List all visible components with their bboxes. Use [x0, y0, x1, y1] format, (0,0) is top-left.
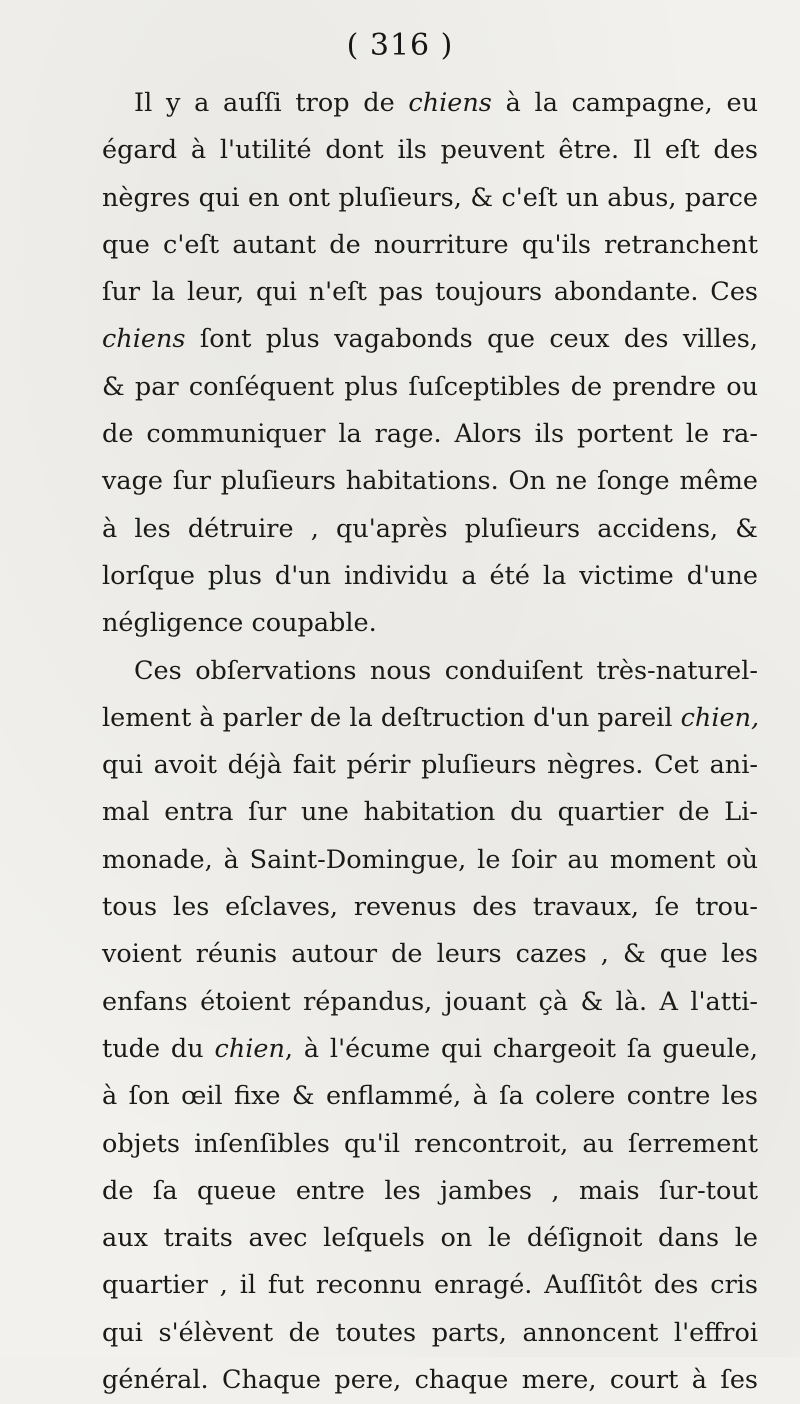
text-line	[102, 1310, 758, 1357]
text-segment: égard à l'utilité dont ils peuvent être. Il eſt des	[102, 135, 758, 166]
italic-word: chiens	[102, 324, 186, 355]
text-segment: , à l'écume qui chargeoit ſa gueule,	[284, 1033, 758, 1064]
text-line	[102, 1026, 758, 1073]
text-line	[102, 411, 758, 458]
text-line	[102, 1073, 758, 1120]
text-line	[102, 175, 758, 222]
text-segment: négligence coupable.	[102, 608, 377, 639]
text-line	[102, 316, 758, 363]
text-segment: quartier , il fut reconnu enragé. Auſſitôt des cris	[102, 1270, 758, 1301]
text-segment: qui avoit déjà fait périr pluſieurs nègres. Cet ani-	[102, 750, 758, 781]
text-segment: Il y a auſſi trop de	[134, 88, 409, 118]
text-line	[102, 80, 758, 127]
text-line	[102, 1215, 758, 1262]
text-segment: ſont plus vagabonds que ceux des villes,	[185, 324, 758, 355]
text-line	[102, 648, 758, 695]
text-line	[102, 884, 758, 931]
text-line	[102, 931, 758, 978]
text-line	[102, 269, 758, 316]
text-line	[102, 600, 758, 647]
text-segment: aux traits avec leſquels on le déſignoit dans le	[102, 1223, 758, 1254]
text-segment: mal entra ſur une habitation du quartier de Li-	[102, 797, 758, 828]
text-line	[102, 837, 758, 884]
text-segment: vage ſur pluſieurs habitations. On ne ſonge même	[102, 466, 758, 497]
text-segment: tude du	[102, 1033, 215, 1064]
body-text	[102, 80, 758, 1404]
italic-word: chiens	[408, 88, 492, 118]
text-segment: & par conſéquent plus ſuſceptibles de prendre ou	[102, 371, 758, 402]
text-segment: ſur la leur, qui n'eſt pas toujours abondante. Ces	[102, 277, 758, 308]
text-segment: à ſon œil fixe & enflammé, à ſa colere contre les	[102, 1081, 758, 1112]
text-segment: nègres qui en ont pluſieurs, & c'eſt un abus, parce	[102, 182, 758, 213]
text-segment: enfans étoient répandus, jouant çà & là. A l'atti-	[102, 986, 758, 1017]
text-line	[102, 127, 758, 174]
text-segment: lement à parler de la deſtruction d'un pareil	[102, 702, 681, 733]
text-segment: tous les eſclaves, revenus des travaux, ſe trou-	[102, 892, 758, 923]
text-line	[102, 506, 758, 553]
text-line	[102, 1121, 758, 1168]
page-number: ( 316 )	[346, 28, 454, 63]
text-segment: à la campagne, eu	[491, 88, 759, 118]
text-line	[102, 789, 758, 836]
text-segment: qui s'élèvent de toutes parts, annoncent l'effroi	[102, 1317, 758, 1348]
text-segment: à les détruire , qu'après pluſieurs accidens, &	[102, 513, 758, 544]
text-segment: objets inſenſibles qu'il rencontroit, au ſerrement	[102, 1128, 758, 1159]
italic-word: chien	[214, 1033, 285, 1064]
italic-word: chien,	[680, 702, 760, 733]
text-segment: voient réunis autour de leurs cazes , & que les	[102, 939, 758, 970]
text-segment: monade, à Saint-Domingue, le ſoir au moment où	[102, 844, 758, 875]
text-line	[102, 1168, 758, 1215]
text-segment: de ſa queue entre les jambes , mais ſur-tout	[102, 1175, 758, 1206]
text-line	[102, 553, 758, 600]
text-line	[102, 979, 758, 1026]
text-segment: général. Chaque pere, chaque mere, court à ſes	[102, 1365, 758, 1396]
text-segment: que c'eſt autant de nourriture qu'ils retranchent	[102, 229, 758, 260]
text-segment: lorſque plus d'un individu a été la victime d'une	[102, 560, 758, 591]
text-line	[102, 364, 758, 411]
text-line	[102, 222, 758, 269]
text-line	[102, 1357, 758, 1404]
text-line	[102, 1262, 758, 1309]
text-line	[102, 458, 758, 505]
text-line	[102, 695, 758, 742]
text-segment: Ces obſervations nous conduiſent très-naturel-	[134, 655, 758, 686]
text-line	[102, 742, 758, 789]
text-segment: de communiquer la rage. Alors ils portent le ra-	[102, 419, 758, 450]
